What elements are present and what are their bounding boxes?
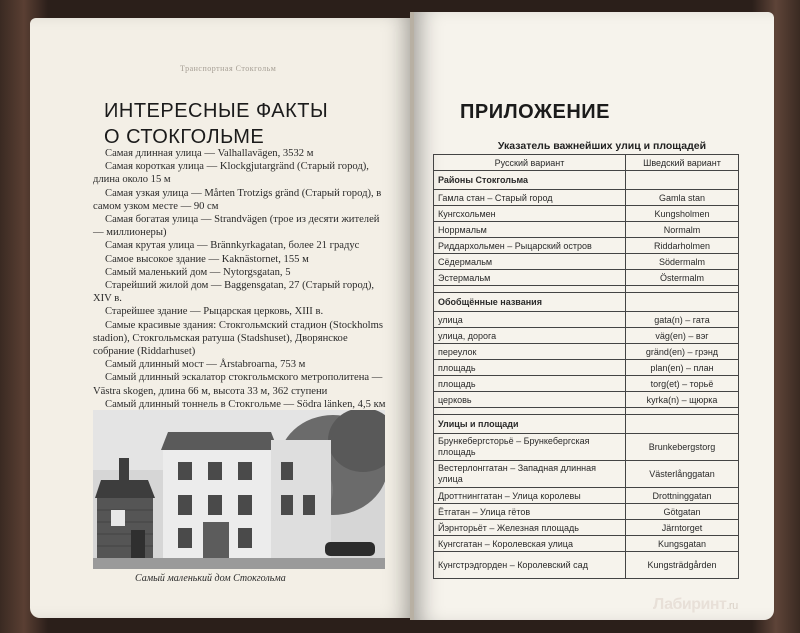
- table-title: Указатель важнейших улиц и площадей: [497, 140, 707, 152]
- cell-sv: Kungsgatan: [626, 536, 739, 552]
- table-row: [434, 238, 739, 254]
- table-row: [434, 376, 739, 392]
- cell-ru: Сёдермальм: [434, 254, 626, 270]
- fact-item: Самая крутая улица — Brännkyrkagatan, более 21 градус: [105, 240, 360, 252]
- cell-sv: Drottninggatan: [626, 488, 739, 504]
- cell-sv: Södermalm: [626, 254, 739, 270]
- left-page-title: [104, 98, 384, 150]
- section-row: [434, 415, 739, 434]
- cell-ru: Эстермальм: [434, 270, 626, 286]
- right-page-title: ПРИЛОЖЕНИЕ: [460, 101, 610, 123]
- cell-sv: Järntorget: [626, 520, 739, 536]
- cell-sv: Normalm: [626, 222, 739, 238]
- fact-item: Самое высокое здание — Kaknästornet, 155 м: [105, 253, 309, 265]
- street-index-table: [433, 154, 739, 579]
- cell-ru: площадь: [434, 376, 626, 392]
- table-row: [434, 344, 739, 360]
- cell-sv: Västerlånggatan: [626, 461, 739, 488]
- facts-list: [93, 147, 386, 451]
- cell-ru: Вестерлонггатан – Западная длинная улица: [434, 461, 626, 488]
- cell-sv: torg(et) – торьё: [626, 376, 739, 392]
- table-row: [434, 434, 739, 461]
- fact-item: Самый маленький дом — Nytorgsgatan, 5: [105, 266, 291, 278]
- section-label: Улицы и площади: [434, 415, 626, 434]
- fact-item: Самый длинный тоннель в Стокгольме — Södra länken, 4,5 км: [105, 398, 386, 410]
- cell-sv: gränd(en) – грэнд: [626, 344, 739, 360]
- table-row: [434, 461, 739, 488]
- cell-sv: Östermalm: [626, 270, 739, 286]
- fact-item: Самый длинный эскалатор стокгольмского метрополитена — Västra skogen, длина 66 м, высота 33 м, 362 ступени: [93, 372, 383, 397]
- table-row: [434, 360, 739, 376]
- table-row: [434, 190, 739, 206]
- cell-ru: площадь: [434, 360, 626, 376]
- smallest-house-photo: [93, 410, 385, 569]
- cell-ru: Норрмальм: [434, 222, 626, 238]
- cell-sv: väg(en) – вэг: [626, 328, 739, 344]
- watermark-brand: Лабиринт: [653, 596, 727, 613]
- watermark-suffix: .ru: [726, 600, 738, 612]
- fact-item: Старейшее здание — Рыцарская церковь, XIII в.: [105, 306, 324, 318]
- cell-ru: церковь: [434, 392, 626, 408]
- cell-sv: Brunkebergstorg: [626, 434, 739, 461]
- table-row: [434, 254, 739, 270]
- section-row: [434, 171, 739, 190]
- table-row: [434, 270, 739, 286]
- table-header-row: [434, 155, 739, 171]
- cell-ru: улица: [434, 312, 626, 328]
- spacer-row: [434, 286, 739, 293]
- table-row: [434, 312, 739, 328]
- cell-sv: gata(n) – гата: [626, 312, 739, 328]
- section-label: Районы Стокгольма: [434, 171, 626, 190]
- fact-item: Старейший жилой дом — Baggensgatan, 27 (Старый город), XIV в.: [93, 280, 375, 305]
- table-row: [434, 536, 739, 552]
- house-illustration: [93, 410, 385, 569]
- spacer-row: [434, 408, 739, 415]
- section-label: Обобщённые названия: [434, 293, 626, 312]
- cell-ru: переулок: [434, 344, 626, 360]
- left-title-line1: ИНТЕРЕСНЫЕ ФАКТЫ: [104, 100, 329, 122]
- table-row: [434, 520, 739, 536]
- cell-sv: Kungsholmen: [626, 206, 739, 222]
- cell-ru: Йэрнторьёт – Железная площадь: [434, 520, 626, 536]
- col-header-swedish: Шведский вариант: [626, 155, 739, 171]
- fact-item: Самый длинный мост — Årstabroarna, 753 м: [105, 359, 306, 371]
- fact-item: Самая короткая улица — Klockgjutargränd (Старый город), длина около 15 м: [93, 161, 369, 186]
- cell-sv: plan(en) – план: [626, 360, 739, 376]
- table-row: [434, 328, 739, 344]
- table-row: [434, 488, 739, 504]
- watermark-logo: [653, 596, 738, 614]
- cell-ru: Кунгсгатан – Королевская улица: [434, 536, 626, 552]
- cell-ru: улица, дорога: [434, 328, 626, 344]
- table-row: [434, 552, 739, 579]
- cell-ru: Дроттнинггатан – Улица королевы: [434, 488, 626, 504]
- fact-item: Самые красивые здания: Стокгольмский стадион (Stockholms stadion), Стокгольмская ратуша (Stadshuset), Дворянское собрание (Riddarhuset): [93, 319, 383, 358]
- table-row: [434, 206, 739, 222]
- fact-item: Самая богатая улица — Strandvägen (трое из десяти жителей — миллионеры): [93, 214, 380, 239]
- photo-caption: Самый маленький дом Стокгольма: [135, 573, 286, 584]
- col-header-russian: Русский вариант: [434, 155, 626, 171]
- cell-sv: Kungsträdgården: [626, 552, 739, 579]
- cell-ru: Кунгстрэдгорден – Королевский сад: [434, 552, 626, 579]
- cell-sv: kyrka(n) – щюрка: [626, 392, 739, 408]
- cell-sv: Götgatan: [626, 504, 739, 520]
- table-row: [434, 504, 739, 520]
- cell-ru: Гамла стан – Старый город: [434, 190, 626, 206]
- fact-item: Самая длинная улица — Valhallavägen, 3532 м: [105, 148, 314, 159]
- cell-ru: Брункебергсторьё – Брункебергская площадь: [434, 434, 626, 461]
- left-running-header: Транспортная Стокгольм: [180, 64, 277, 73]
- cell-ru: Риддархольмен – Рыцарский остров: [434, 238, 626, 254]
- cell-sv: Gamla stan: [626, 190, 739, 206]
- cell-ru: Ётгатан – Улица гётов: [434, 504, 626, 520]
- table-row: [434, 392, 739, 408]
- fact-item: Самая узкая улица — Mårten Trotzigs gränd (Старый город), в самом узком месте — 90 см: [93, 187, 382, 212]
- left-title-line2: О СТОКГОЛЬМЕ: [104, 126, 265, 148]
- cell-ru: Кунгсхольмен: [434, 206, 626, 222]
- section-row: [434, 293, 739, 312]
- cell-sv: Riddarholmen: [626, 238, 739, 254]
- table-row: [434, 222, 739, 238]
